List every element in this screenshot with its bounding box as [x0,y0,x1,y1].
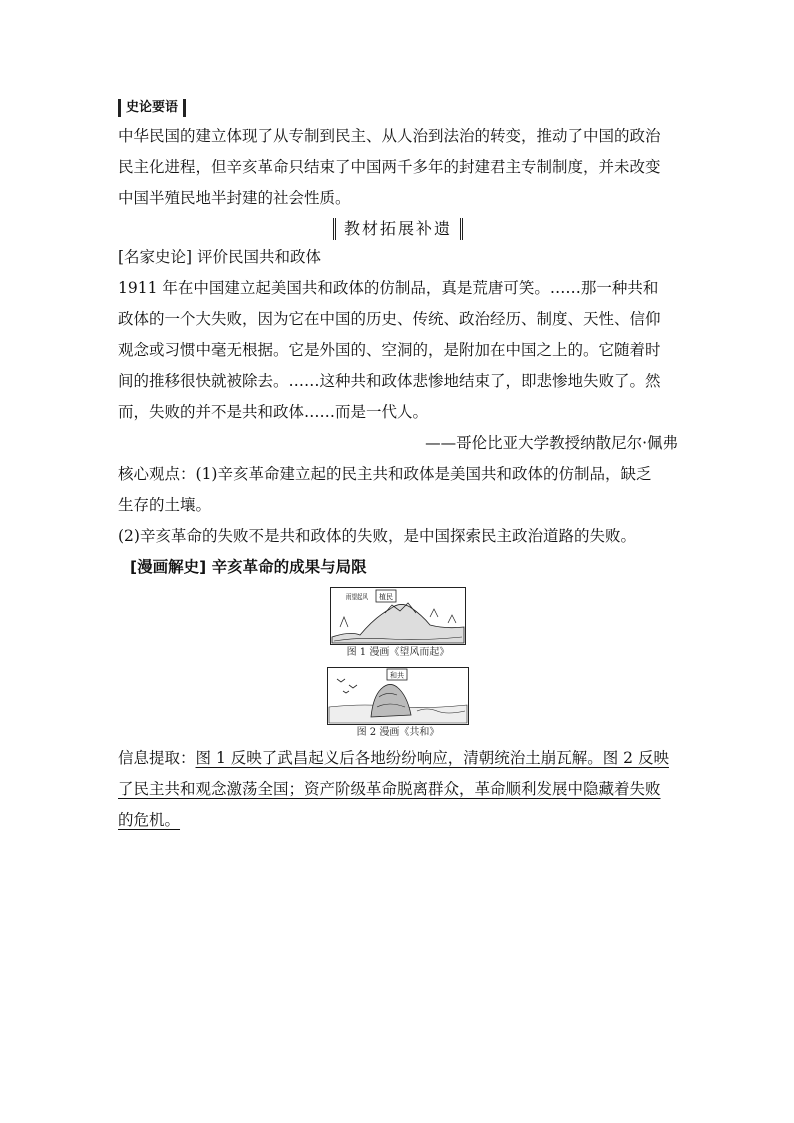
body-line: 民主化进程，但辛亥革命只结束了中国两千多年的封建君主专制制度，并未改变 [118,158,661,176]
body-line: 中华民国的建立体现了从专制到民主、从人治到法治的转变，推动了中国的政治 [118,127,661,145]
section-heading-text: 教材拓展补遗 [333,218,463,240]
comic-2-box-label: 和共 [390,671,404,680]
info-line: 的危机。 [118,811,181,829]
quote-line: 而，失败的并不是共和政体……而是一代人。 [118,403,429,421]
comic-1-image [330,587,466,645]
quote-line: 间的推移很快就被除去。……这种共和政体悲惨地结束了，即悲惨地失败了。然 [118,372,661,390]
comic-2-image [327,667,469,725]
core-viewpoint-line [118,459,678,490]
figure-1-caption: 图 1 漫画《望风而起》 [346,647,450,658]
quote-attribution: ——哥伦比亚大学教授纳散尼尔·佩弗 [425,434,678,452]
historian-tag: [名家史论] [118,248,193,266]
info-text: 图 1 反映了武昌起义后各地纷纷响应，清朝统治土崩瓦解。图 2 反映 [195,749,669,767]
core-label: 核心观点： [118,465,196,483]
historian-heading [118,242,678,273]
info-label: 信息提取： [118,749,196,767]
figure-1 [118,587,678,661]
historian-title: 评价民国共和政体 [197,248,322,266]
core-text: (1)辛亥革命建立起的民主共和政体是美国共和政体的仿制品，缺乏 [195,465,652,483]
figure-2 [118,667,678,741]
comic-heading [118,552,678,583]
document-page [118,96,678,836]
info-line [118,743,678,774]
comic-title: 辛亥革命的成果与局限 [211,558,367,576]
body-line: 中国半殖民地半封建的社会性质。 [118,189,351,207]
comic-1-side-label: 雨望起风 [346,593,374,601]
comic-tag: [漫画解史] [130,558,207,576]
core-viewpoint-line: 生存的土壤。 [118,496,212,514]
section-heading-tuozhan [118,218,678,240]
info-line: 了民主共和观念激荡全国；资产阶级革命脱离群众，革命顺利发展中隐藏着失败 [118,780,661,798]
section-heading-shilun: 史论要语 [118,99,186,117]
quote-line: 1911 年在中国建立起美国共和政体的仿制品，真是荒唐可笑。……那一种共和 [118,279,659,297]
core-viewpoint-line: (2)辛亥革命的失败不是共和政体的失败，是中国探索民主政治道路的失败。 [118,527,636,545]
comic-1-box-label: 植民 [379,593,393,601]
quote-line: 政体的一个大失败，因为它在中国的历史、传统、政治经历、制度、天性、信仰 [118,310,661,328]
quote-line: 观念或习惯中毫无根据。它是外国的、空洞的，是附加在中国之上的。它随着时 [118,341,661,359]
figure-2-caption: 图 2 漫画《共和》 [356,727,440,738]
